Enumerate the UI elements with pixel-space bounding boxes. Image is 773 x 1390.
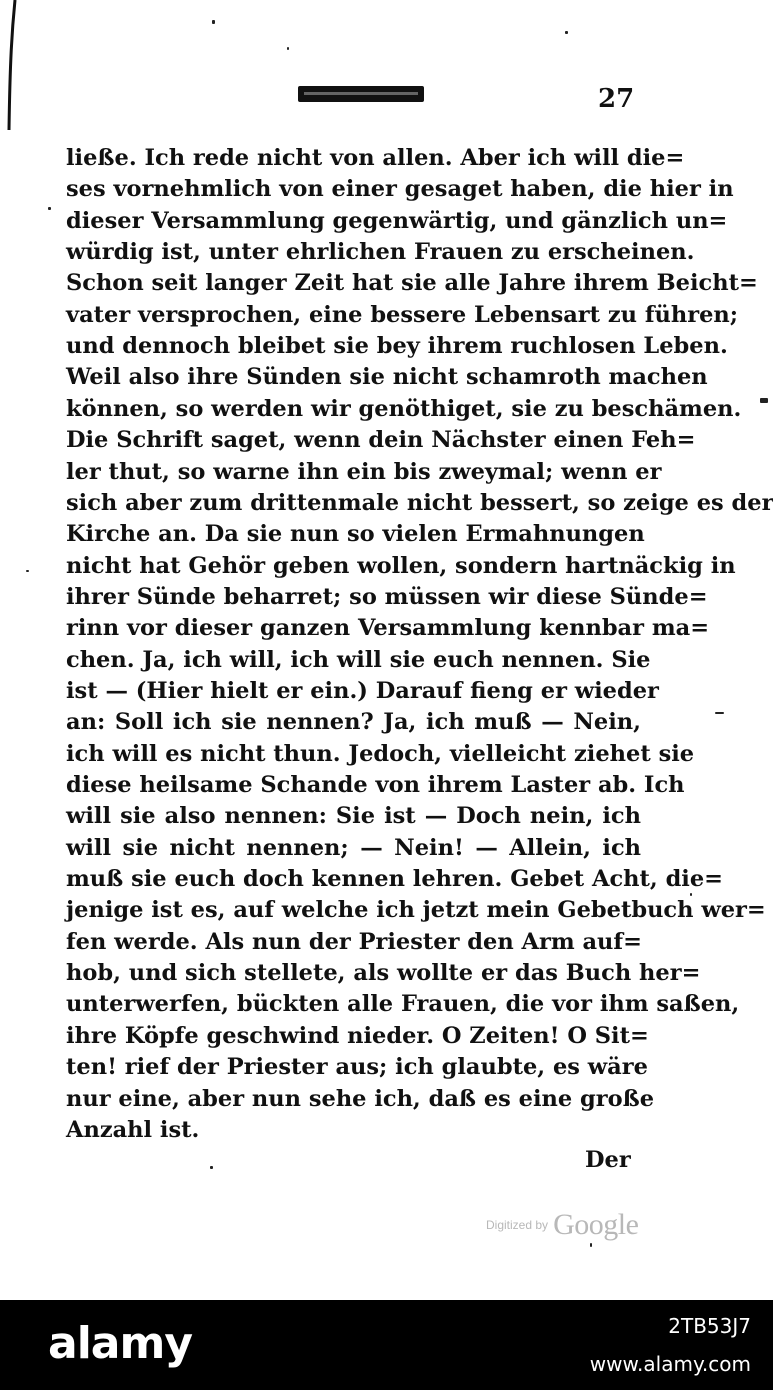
ink-speck [690, 893, 692, 896]
google-watermark [486, 1208, 638, 1248]
text-line: und dennoch bleibet sie bey ihrem ruchlosen Leben. [66, 333, 728, 360]
text-line: Anzahl ist. [66, 1116, 200, 1143]
text-line: sich aber zum drittenmale nicht bessert, so zeige es der [66, 489, 773, 516]
text-line: ses vornehmlich von einer gesaget haben, die hier in [66, 176, 734, 203]
text-line: ihrer Sünde beharret; so müssen wir diese Sünde= [66, 583, 708, 610]
ink-speck [760, 398, 768, 403]
ink-speck [287, 47, 289, 50]
text-line: muß sie euch doch kennen lehren. Gebet Acht, die= [66, 866, 724, 893]
text-line: diese heilsame Schande von ihrem Laster ab. Ich [66, 772, 685, 798]
text-line: rinn vor dieser ganzen Versammlung kennbar ma= [66, 615, 710, 642]
ink-speck [212, 20, 215, 24]
ink-speck [715, 712, 724, 714]
alamy-logo: alamy [48, 1318, 192, 1369]
page-number: 27 [598, 84, 635, 114]
text-line: nicht hat Gehör geben wollen, sondern hartnäckig in [66, 552, 736, 579]
footer-url: www.alamy.com [589, 1352, 751, 1376]
text-line: würdig ist, unter ehrlichen Frauen zu erscheinen. [66, 239, 695, 266]
image-id: 2TB53J7 [668, 1314, 751, 1338]
text-line: Die Schrift saget, wenn dein Nächster einen Feh= [66, 427, 696, 454]
ink-speck [48, 207, 51, 210]
text-line: jenige ist es, auf welche ich jetzt mein Gebetbuch wer= [66, 897, 766, 924]
text-line: will sie nicht nennen; — Nein! — Allein, ich [66, 834, 641, 861]
ink-speck [26, 570, 29, 572]
catchword: Der [585, 1147, 631, 1173]
text-line: ließe. Ich rede nicht von allen. Aber ich will die= [66, 145, 685, 171]
text-line: ler thut, so warne ihn ein bis zweymal; wenn er [66, 458, 662, 485]
text-line: können, so werden wir genöthiget, sie zu beschämen. [66, 395, 742, 422]
text-line: ihre Köpfe geschwind nieder. O Zeiten! O Sit= [66, 1022, 649, 1049]
text-line: nur eine, aber nun sehe ich, daß es eine große [66, 1085, 655, 1112]
text-line: Kirche an. Da sie nun so vielen Ermahnungen [66, 521, 645, 548]
text-line: chen. Ja, ich will, ich will sie euch nennen. Sie [66, 646, 651, 673]
stock-footer-bar [0, 1300, 773, 1390]
header-rule [298, 86, 424, 102]
text-line: vater versprochen, eine bessere Lebensart zu führen; [66, 301, 739, 328]
text-line: ten! rief der Priester aus; ich glaubte, es wäre [66, 1054, 648, 1081]
ink-speck [590, 1243, 592, 1247]
text-line: unterwerfen, bückten alle Frauen, die vor ihm saßen, [66, 991, 740, 1018]
page-spine-shadow [6, 0, 10, 130]
ink-speck [210, 1166, 213, 1169]
text-line: ich will es nicht thun. Jedoch, vielleicht ziehet sie [66, 740, 695, 767]
text-line: Schon seit langer Zeit hat sie alle Jahre ihrem Beicht= [66, 270, 758, 297]
google-logo-text: Google [553, 1208, 639, 1241]
ink-speck [565, 31, 568, 34]
digitized-by-label: Digitized by [486, 1218, 549, 1232]
text-line: will sie also nennen: Sie ist — Doch nein, ich [66, 803, 641, 830]
text-line: fen werde. Als nun der Priester den Arm auf= [66, 928, 642, 955]
text-line: ist — (Hier hielt er ein.) Darauf fieng er wieder [66, 677, 659, 704]
text-line: Weil also ihre Sünden sie nicht schamroth machen [66, 364, 708, 391]
text-line: dieser Versammlung gegenwärtig, und gänzlich un= [66, 207, 728, 234]
text-line: hob, und sich stellete, als wollte er das Buch her= [66, 960, 701, 987]
text-line: an: Soll ich sie nennen? Ja, ich muß — Nein, [66, 709, 641, 736]
